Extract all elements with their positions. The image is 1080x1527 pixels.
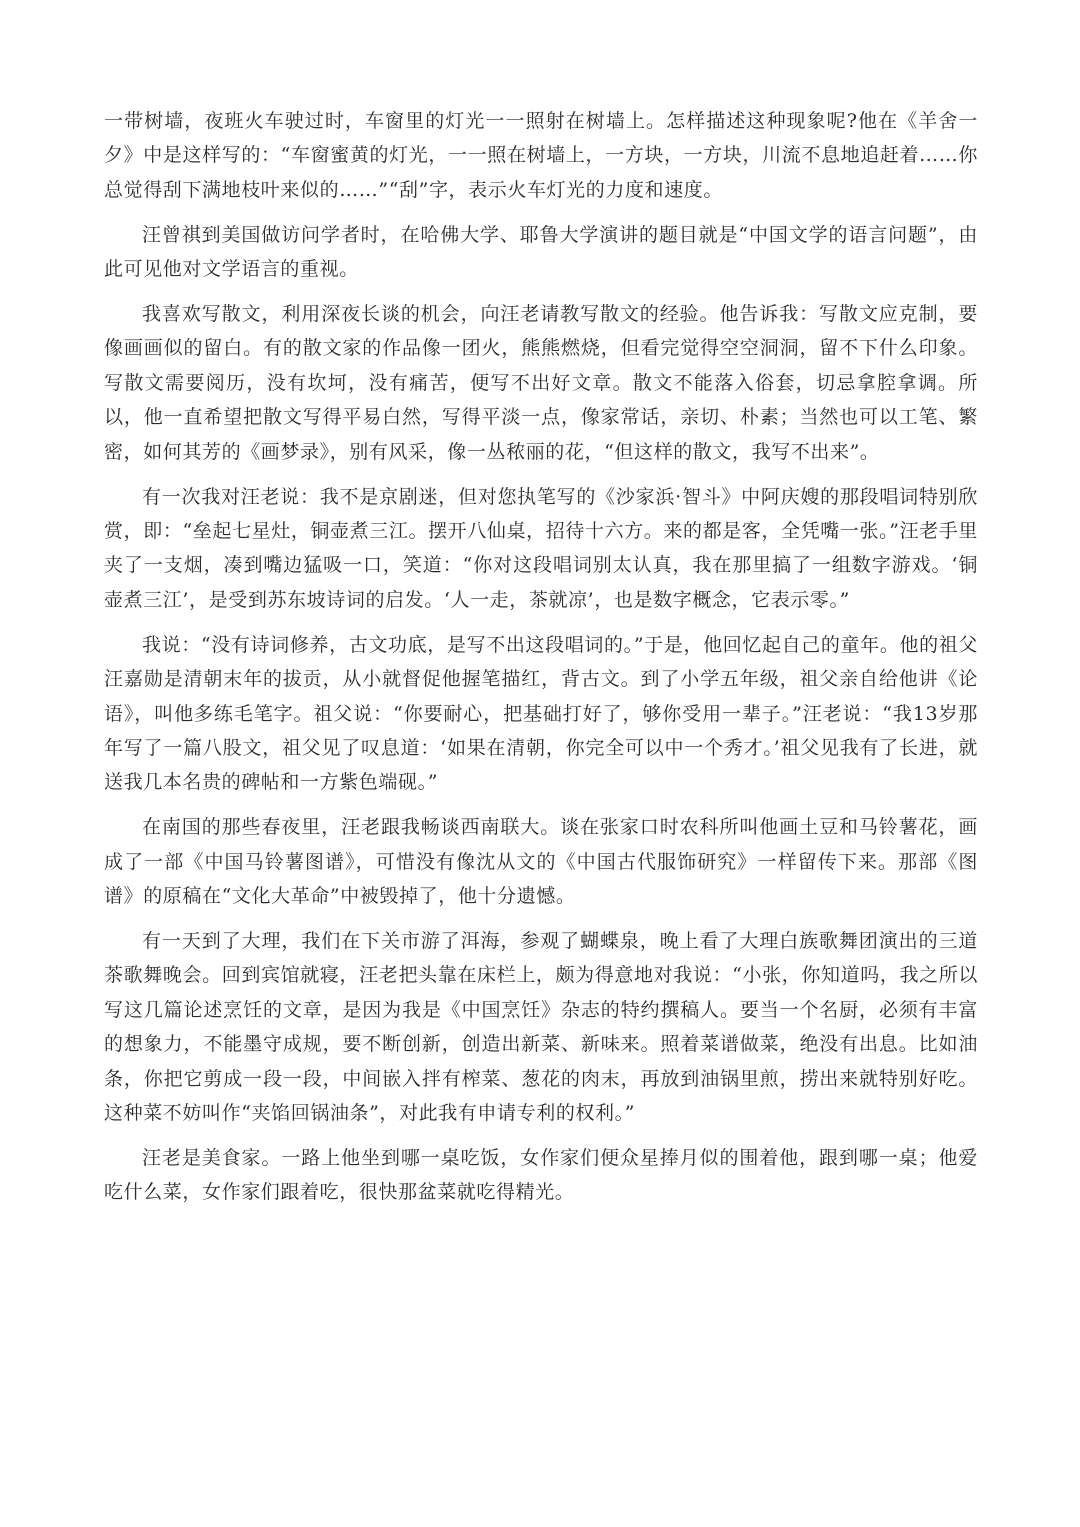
- paragraph-4: 有一次我对汪老说：我不是京剧迷，但对您执笔写的《沙家浜·智斗》中阿庆嫂的那段唱词特别欣赏，即：“垒起七星灶，铜壶煮三江。摆开八仙桌，招待十六方。来的都是客，全凭嘴一张。”汪老手里夹了一支烟，凑到嘴边猛吸一口，笑道：“你对这段唱词别太认真，我在那里搞了一组数字游戏。‘铜壶煮三江’，是受到苏东坡诗词的启发。‘人一走，茶就凉’，也是数字概念，它表示零。”: [104, 485, 978, 611]
- paragraph-6: 在南国的那些春夜里，汪老跟我畅谈西南联大。谈在张家口时农科所叫他画土豆和马铃薯花，画成了一部《中国马铃薯图谱》，可惜没有像沈从文的《中国古代服饰研究》一样留传下来。那部《图谱》的原稿在“文化大革命”中被毁掉了，他十分遗憾。: [104, 816, 978, 908]
- article-body: [104, 104, 978, 1220]
- paragraph-2: 汪曾祺到美国做访问学者时，在哈佛大学、耶鲁大学演讲的题目就是“中国文学的语言问题”，由此可见他对文学语言的重视。: [104, 223, 978, 281]
- paragraph-3: 我喜欢写散文，利用深夜长谈的机会，向汪老请教写散文的经验。他告诉我：写散文应克制，要像画画似的留白。有的散文家的作品像一团火，熊熊燃烧，但看完觉得空空洞洞，留不下什么印象。写散文需要阅历，没有坎坷，没有痛苦，便写不出好文章。散文不能落入俗套，切忌拿腔拿调。所以，他一直希望把散文写得平易白然，写得平淡一点，像家常话，亲切、朴素；当然也可以工笔、繁密，如何其芳的《画梦录》，别有风采，像一丛秾丽的花，“但这样的散文，我写不出来”。: [104, 303, 978, 463]
- paragraph-5: 我说：“没有诗词修养，古文功底，是写不出这段唱词的。”于是，他回忆起自己的童年。他的祖父汪嘉勋是清朝末年的拔贡，从小就督促他握笔描红，背古文。到了小学五年级，祖父亲自给他讲《论语》，叫他多练毛笔字。祖父说：“你要耐心，把基础打好了，够你受用一辈子。”汪老说：“我13岁那年写了一篇八股文，祖父见了叹息道：‘如果在清朝，你完全可以中一个秀才。’祖父见我有了长进，就送我几本名贵的碑帖和一方紫色端砚。”: [104, 633, 978, 794]
- paragraph-7: 有一天到了大理，我们在下关市游了洱海，参观了蝴蝶泉，晚上看了大理白族歌舞团演出的三道茶歌舞晚会。回到宾馆就寝，汪老把头靠在床栏上，颇为得意地对我说：“小张，你知道吗，我之所以写这几篇论述烹饪的文章，是因为我是《中国烹饪》杂志的特约撰稿人。要当一个名厨，必须有丰富的想象力，不能墨守成规，要不断创新，创造出新菜、新味来。照着菜谱做菜，绝没有出息。比如油条，你把它剪成一段一段，中间嵌入拌有榨菜、葱花的肉末，再放到油锅里煎，捞出来就特别好吃。这种菜不妨叫作“夹馅回锅油条”，对此我有申请专利的权利。”: [104, 929, 978, 1124]
- paragraph-1: 一带树墙，夜班火车驶过时，车窗里的灯光一一照射在树墙上。怎样描述这种现象呢?他在《羊舍一夕》中是这样写的：“车窗蜜黄的灯光，一一照在树墙上，一方块，一方块，川流不息地追赶着……你总觉得刮下满地枝叶来似的……”“刮”字，表示火车灯光的力度和速度。: [104, 110, 978, 201]
- paragraph-8: 汪老是美食家。一路上他坐到哪一桌吃饭，女作家们便众星捧月似的围着他，跟到哪一桌；他爱吃什么菜，女作家们跟着吃，很快那盆菜就吃得精光。: [104, 1146, 978, 1204]
